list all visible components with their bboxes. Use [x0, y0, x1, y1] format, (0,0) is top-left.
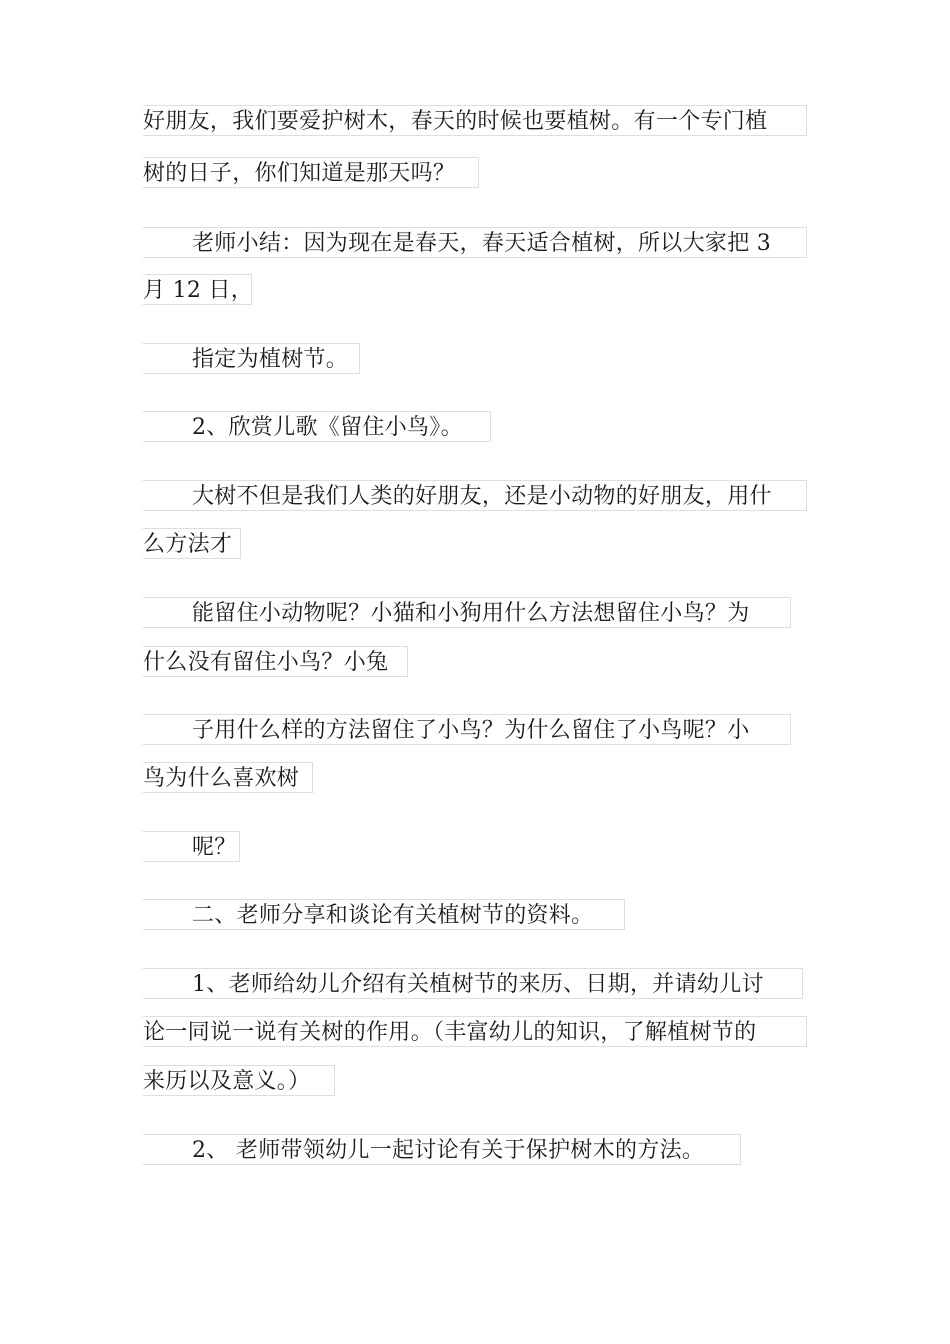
text-line: 来历以及意义。）	[143, 1065, 335, 1096]
text-line: 老师小结：因为现在是春天，春天适合植树，所以大家把 3	[143, 227, 807, 258]
text-line: 呢？	[143, 831, 240, 862]
text-line: 指定为植树节。	[143, 343, 360, 374]
text-line: 1、老师给幼儿介绍有关植树节的来历、日期，并请幼儿讨	[143, 968, 803, 999]
text-line: 树的日子，你们知道是那天吗？	[143, 157, 479, 188]
text-line: 月 12 日，	[143, 274, 252, 305]
text-line: 能留住小动物呢？小猫和小狗用什么方法想留住小鸟？为	[143, 597, 791, 628]
text-line: 大树不但是我们人类的好朋友，还是小动物的好朋友，用什	[143, 480, 807, 511]
text-line: 好朋友，我们要爱护树木，春天的时候也要植树。有一个专门植	[143, 105, 807, 136]
text-line: 论一同说一说有关树的作用。（丰富幼儿的知识，了解植树节的	[143, 1016, 807, 1047]
text-line: 鸟为什么喜欢树	[143, 762, 313, 793]
text-line: 2、 老师带领幼儿一起讨论有关于保护树木的方法。	[143, 1134, 741, 1165]
text-line: 2、欣赏儿歌《留住小鸟》。	[143, 411, 491, 442]
text-line: 么方法才	[143, 528, 241, 559]
text-line: 子用什么样的方法留住了小鸟？为什么留住了小鸟呢？小	[143, 714, 791, 745]
text-line: 二、老师分享和谈论有关植树节的资料。	[143, 899, 625, 930]
text-line: 什么没有留住小鸟？小兔	[143, 646, 408, 677]
